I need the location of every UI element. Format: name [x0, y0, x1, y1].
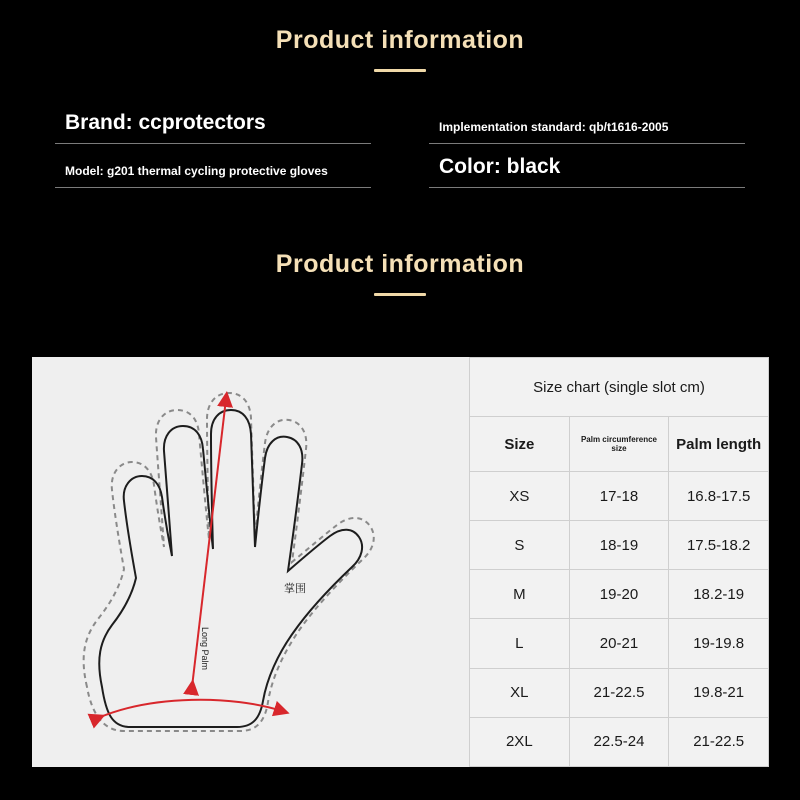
table-row — [470, 472, 769, 521]
title-underline-bottom — [374, 293, 426, 296]
product-info-left-column — [55, 98, 371, 188]
brand-label: Brand: ccprotectors — [65, 110, 266, 134]
size-panel — [32, 357, 769, 767]
row-size: M — [470, 570, 570, 619]
product-info-right-column — [429, 98, 745, 188]
page-title-top: Product information — [275, 26, 525, 54]
color-label: Color: black — [439, 154, 561, 178]
row-size: S — [470, 521, 570, 570]
row-length: 21-22.5 — [669, 717, 769, 766]
row-circumference: 18-19 — [569, 521, 669, 570]
brand-row — [55, 98, 371, 144]
column-header-palm-length: Palm length — [669, 417, 769, 472]
table-header-row — [470, 417, 769, 472]
top-section — [0, 0, 800, 188]
row-circumference: 17-18 — [569, 472, 669, 521]
column-header-size: Size — [470, 417, 570, 472]
row-circumference: 20-21 — [569, 619, 669, 668]
table-row — [470, 570, 769, 619]
row-circumference: 19-20 — [569, 570, 669, 619]
column-header-palm-circumference: Palm circumference size — [569, 417, 669, 472]
size-chart — [469, 357, 769, 767]
size-chart-caption: Size chart (single slot cm) — [470, 358, 769, 417]
standard-label: Implementation standard: qb/t1616-2005 — [439, 119, 669, 134]
row-size: XS — [470, 472, 570, 521]
standard-row — [429, 98, 745, 144]
page-title-bottom: Product information — [275, 250, 525, 278]
row-length: 16.8-17.5 — [669, 472, 769, 521]
row-length: 19-19.8 — [669, 619, 769, 668]
table-row — [470, 521, 769, 570]
color-row — [429, 144, 745, 188]
palm-length-label: Long Palm — [200, 627, 210, 671]
table-caption-row — [470, 358, 769, 417]
title-underline-top — [374, 69, 426, 72]
row-size: 2XL — [470, 717, 570, 766]
row-length: 17.5-18.2 — [669, 521, 769, 570]
row-circumference: 22.5-24 — [569, 717, 669, 766]
palm-circumference-label: 掌围 — [284, 582, 306, 595]
hand-diagram — [32, 357, 469, 767]
model-label: Model: g201 thermal cycling protective gloves — [65, 163, 328, 178]
product-info-block — [0, 98, 800, 188]
table-row — [470, 668, 769, 717]
hand-illustration — [32, 357, 469, 767]
size-chart-table — [469, 357, 769, 767]
bottom-section — [0, 250, 800, 296]
table-row — [470, 619, 769, 668]
row-circumference: 21-22.5 — [569, 668, 669, 717]
row-length: 19.8-21 — [669, 668, 769, 717]
row-size: L — [470, 619, 570, 668]
row-size: XL — [470, 668, 570, 717]
table-row — [470, 717, 769, 766]
row-length: 18.2-19 — [669, 570, 769, 619]
model-row — [55, 144, 371, 188]
